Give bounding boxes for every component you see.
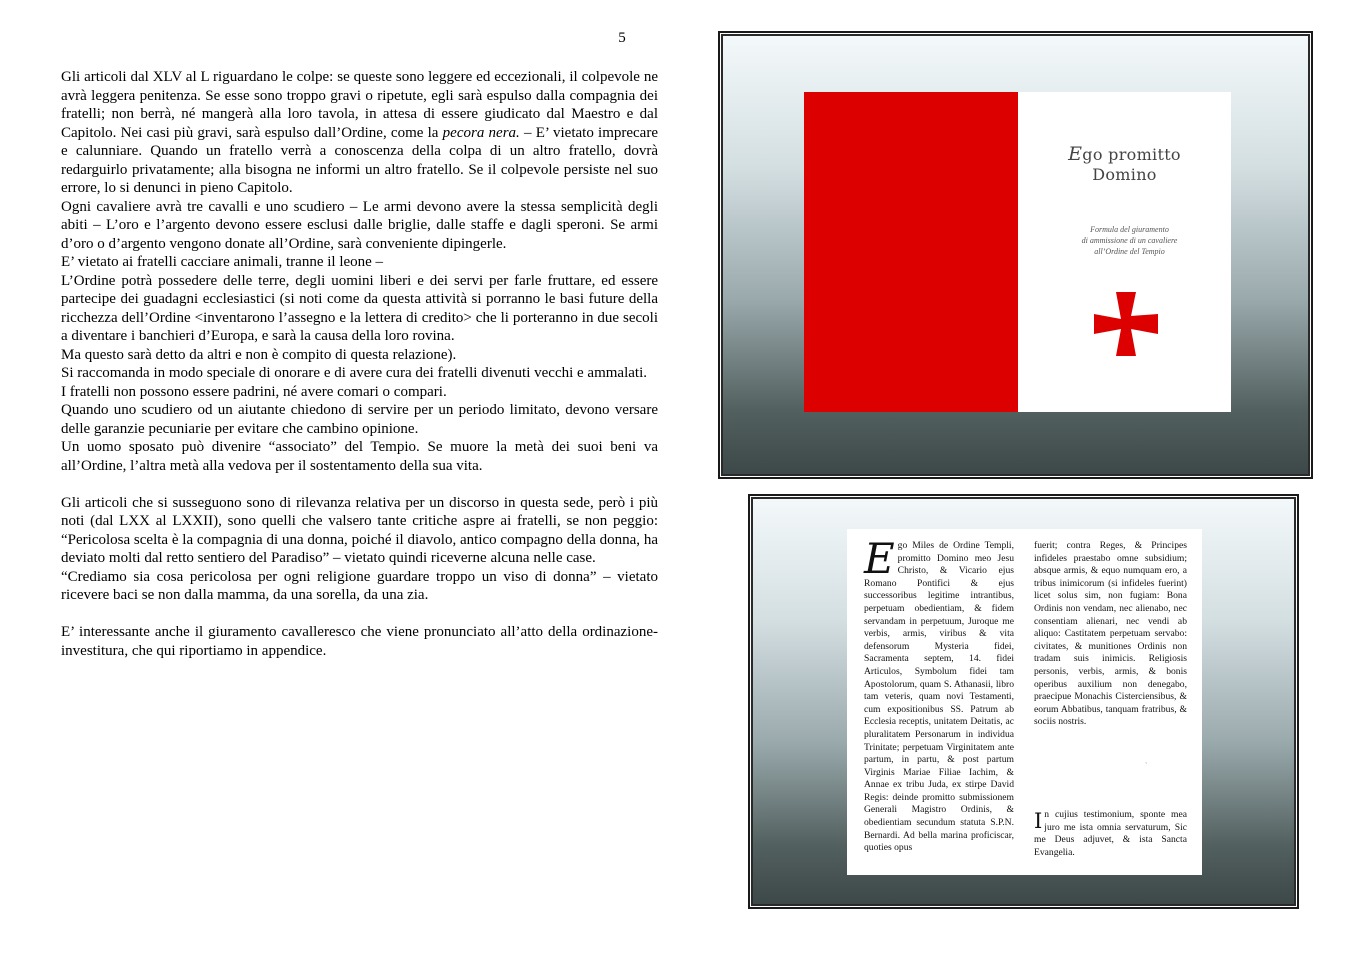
cover-subtitle <box>1048 224 1211 257</box>
booklet-cover <box>804 92 1231 412</box>
paragraph: I fratelli non possono essere padrini, né avere comari o compari. <box>61 383 447 400</box>
oath-closing <box>1034 809 1187 859</box>
cover-subtitle-line: Formula del giuramento <box>1090 225 1169 234</box>
cover-white-panel <box>1018 92 1231 412</box>
paragraph: Si raccomanda in modo speciale di onorare e di avere cura dei fratelli divenuti vecchi e ammalati. <box>61 365 647 381</box>
cover-image-frame <box>718 31 1313 479</box>
body-text <box>61 68 658 660</box>
cover-title-initial: E <box>1068 143 1083 165</box>
cover-red-panel <box>804 92 1018 412</box>
italic-phrase: pecora nera. <box>442 124 520 141</box>
oath-right-text: fuerit; contra Reges, & Principes infideles praestabo omne subsidium; absque armis, & equo numquam ero, a tribus inimicorum (si infideles fuerint) licet solus sim, non fugiam: Bona Ordinis non vendam, nec alienabo, nec consentiam alienari, nec vendi ab aliquo: Castitatem perpetuam servabo: civitates, & munitiones Ordinis non tradam suis inimicis. Religiosis personis, verbis, armis, & bonis operibus auxilium non denegabo, praecipue Monachis Cisterciensibus, & eorum Abbatibus, tanquam fratribus, & sociis nostris. <box>1034 540 1187 728</box>
paragraph-text: Gli articoli dal XLV al L riguardano le colpe: se queste sono leggere ed eccezionali, il colpevole ne avrà leggera penitenza. Se esse sono troppo gravi o ripetute, egli sarà espulso dalla compagnia dei fratelli; non berrà, né mangerà alla loro tavola, in attesa di essere giudicato dal Maestro e dal Capitolo. Nei casi più gravi, sarà espulso dall’Ordine, come la <box>61 69 658 141</box>
oath-page <box>847 529 1202 875</box>
cover-title-line2: Domino <box>1092 165 1157 184</box>
cover-title-line1: go promitto <box>1082 145 1181 164</box>
paragraph: “Crediamo sia cosa pericolosa per ogni religione guardare troppo un viso di donna” – vietato ricevere baci se non dalla mamma, da una sorella, da una zia. <box>61 568 658 603</box>
page-number: 5 <box>618 30 626 46</box>
oath-left-column <box>864 534 1014 855</box>
ornament-mark: ˎ <box>1145 756 1148 764</box>
paragraph: Gli articoli che si susseguono sono di rilevanza relativa per un discorso in questa sede, però i più noti (dal LXX al LXXII), sono quelli che valsero tante critiche aspre ai fratelli, se non peggio: “Pericolosa scelta è la compagnia di una donna, poiché il diavolo, antico compagno della donna, ha deviato molti dal retto sentiero del Paradiso” – vietato quindi riceverne alcuna nelle case. <box>61 494 658 566</box>
paragraph: Quando uno scudiero od un aiutante chiedono di servire per un periodo limitato, devono versare delle garanzie pecuniarie per evitare che cambino opinione. <box>61 402 658 437</box>
oath-right-column <box>1034 540 1187 729</box>
paragraph: Un uomo sposato può divenire “associato” del Tempio. Se muore la metà dei suoi beni va all’Ordine, l’altra metà alla vedova per il sostentamento della sua vita. <box>61 439 658 474</box>
cover-subtitle-line: di ammissione di un cavaliere <box>1081 236 1178 245</box>
oath-drop-cap: E <box>864 534 895 583</box>
templar-cross-icon <box>1094 292 1158 356</box>
cover-subtitle-line: all’Ordine del Tempio <box>1094 247 1165 256</box>
paragraph: L’Ordine potrà possedere delle terre, degli uomini liberi e dei servi per farle fruttare, ed essere partecipe dei guadagni ecclesiastici (si noti come da questa attività si porranno le basi future della ricchezza dell’Ordine <inventarono l’assegno e la lettera di credito> che li porteranno in due secoli a diventare i banchieri d’Europa, e sarà la causa della loro rovina. <box>61 272 658 344</box>
paragraph <box>61 68 658 198</box>
oath-left-text: go Miles de Ordine Templi, promitto Domino meo Jesu Christo, & Vicario ejus Romano Pontifici & ejus successoribus legitime intrantibus, perpetuam obedientiam, & fidem servandam in perpetuum, Juroque me verbis, armis, viribus & vita defensorum Mysteria fidei, Sacramenta septem, 14. fidei Articulos, Symbolum fidei tam Apostolorum, quam S. Athanasii, libro tam veteris, quam novi Testamenti, cum expositionibus SS. Patrum ab Ecclesia receptis, unitatem Deitatis, ac pluralitatem Personarum in individua Trinitate; perpetuam Virginitatem ante partum, in partu, & post partum Virginis Mariae Filiae Iachim, & Annae ex tribu Juda, ex stirpe David Regis: deinde promitto submissionem Generali Magistro Ordinis, & obedientiam secundum statuta S.P.N. Bernardi. Ad bella marina proficiscar, quoties opus <box>864 540 1014 854</box>
paragraph: Ogni cavaliere avrà tre cavalli e uno scudiero – Le armi devono avere la stessa semplicità degli abiti – L’oro e l’argento devono essere esclusi dalle briglie, dalle staffe e dagli speroni. Se armi d’oro o d’argento vengono donate all’Ordine, sarà conveniente dipingerle. <box>61 198 658 252</box>
paragraph: E’ vietato ai fratelli cacciare animali, tranne il leone – <box>61 254 384 270</box>
oath-image-frame <box>748 494 1299 909</box>
oath-closing-initial: I <box>1034 809 1043 833</box>
oath-closing-text: n cujius testimonium, sponte mea juro me ista omnia servaturum, Sic me Deus adjuvet, & ista Sancta Evangelia. <box>1034 809 1187 858</box>
paragraph-text: – E’ vietato imprecare e calunniare. Quando un fratello verrà a conoscenza della colpa di un altro fratello, dovrà redarguirlo privatamente; alla bisogna ne informi un altro fratello. Se il colpevole persiste nel suo errore, lo si denunci in pieno Capitolo. <box>61 124 658 196</box>
paragraph: Ma questo sarà detto da altri e non è compito di questa relazione). <box>61 346 457 363</box>
cover-title <box>1018 144 1231 185</box>
paragraph: E’ interessante anche il giuramento cavalleresco che viene pronunciato all’atto della ordinazione-investitura, che qui riportiamo in appendice. <box>61 624 658 659</box>
